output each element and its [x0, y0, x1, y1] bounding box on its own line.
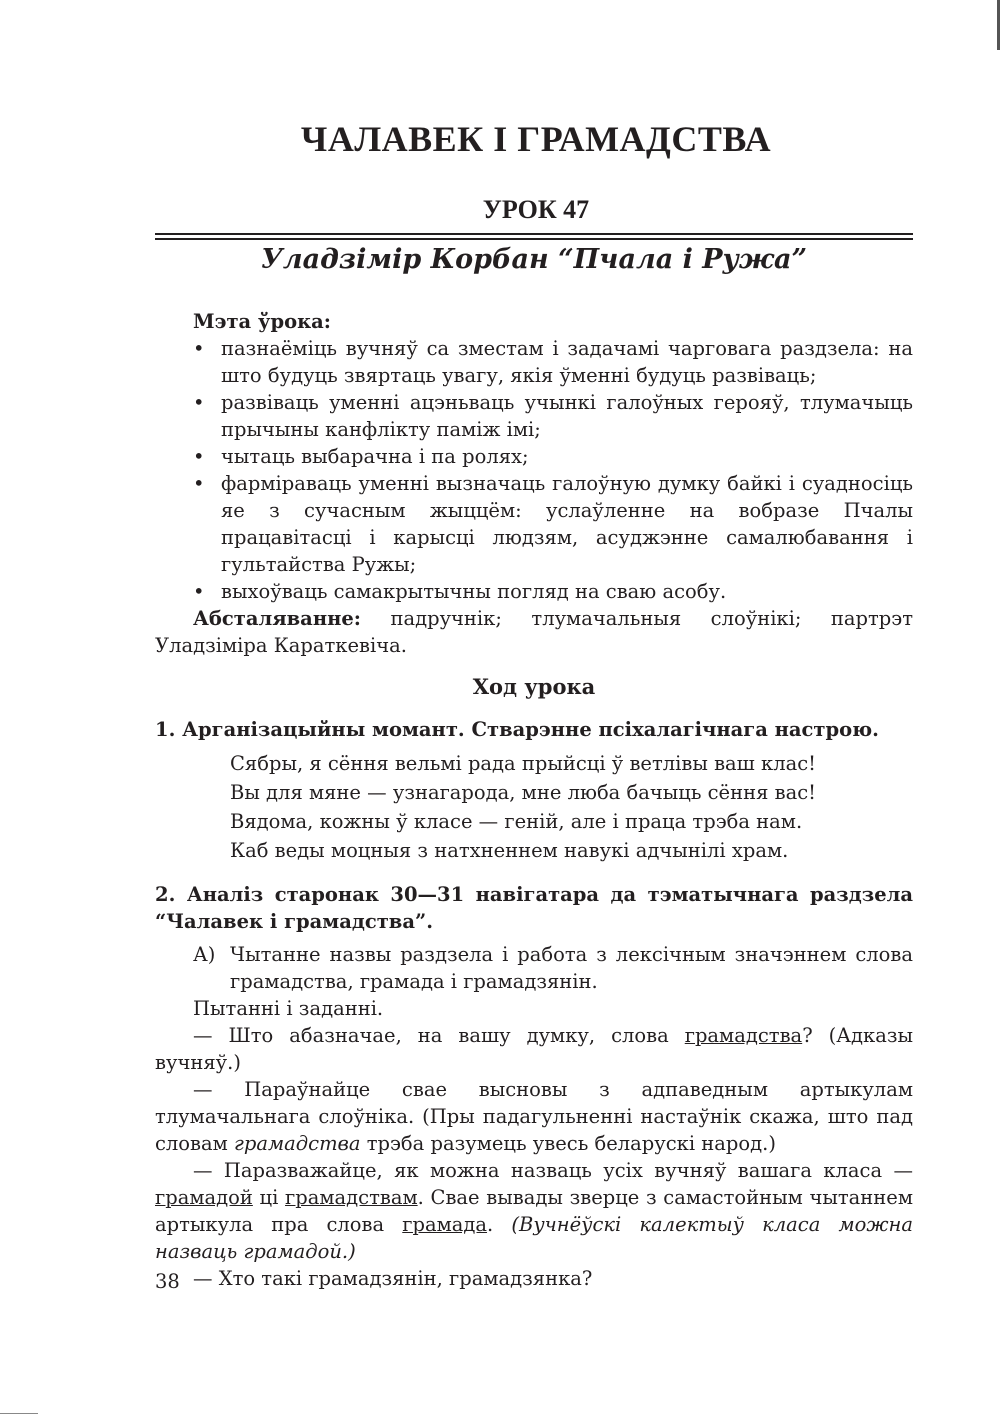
- goal-item: • пазнаёміць вучняў са зместам і задачамі чарговага раздзела: на што будуць звяртаць увагу, якія ўменні будуць развіваць;: [193, 337, 913, 387]
- underlined-term: грамадой: [155, 1186, 253, 1209]
- verse-line: Сябры, я сёння вельмі рада прыйсці ў ветлівы ваш клас!: [230, 752, 816, 775]
- item-a-text: Чытанне назвы раздзела і работа з лексічным значэннем слова грамадства, грамада і грамадзянін.: [230, 943, 913, 993]
- question-4: — Хто такі грамадзянін, грамадзянка?: [193, 1267, 593, 1290]
- bullet-icon: •: [193, 391, 205, 414]
- goal-item: • развіваць уменні ацэньваць учынкі галоўных герояў, тлумачыць прычыны канфлікту паміж імі;: [193, 391, 913, 441]
- italic-term: грамадства: [234, 1132, 361, 1155]
- bullet-icon: •: [193, 337, 205, 360]
- bullet-icon: •: [193, 472, 205, 495]
- underlined-term: грамадства: [684, 1024, 803, 1047]
- question-1: — Што абазначае, на вашу думку, слова грамадства? (Адказы вучняў.): [155, 1024, 913, 1074]
- item-a-marker: А): [193, 943, 216, 966]
- tasks-heading: Пытанні і заданні.: [193, 997, 384, 1020]
- question-3: — Паразважайце, як можна назваць усіх вучняў вашага класа — грамадой ці грамадствам. Свае вывады зверце з самастойным чытаннем артыкула пра слова грамада. (Вучнёўскі калектыў класа можна назваць грамадой.): [155, 1159, 913, 1263]
- question-2: — Параўнайце свае высновы з адпаведным артыкулам тлумачальнага слоўніка. (Пры падагульненні настаўнік скажа, што пад словам грамадства трэба разумець увесь беларускі народ.): [155, 1078, 913, 1155]
- title-rule-top: [155, 233, 913, 235]
- course-heading: Ход урока: [472, 674, 596, 699]
- verse-line: Вы для мяне — узнагарода, мне люба бачыць сёння вас!: [230, 781, 816, 804]
- section-1-heading: 1. Арганізацыйны момант. Стварэнне псіхалагічнага настрою.: [155, 718, 879, 741]
- section-2-heading: 2. Аналіз старонак 30—31 навігатара да тэматычнага раздзела “Чалавек і грамадства”.: [155, 883, 913, 933]
- page-body: [155, 308, 913, 1292]
- title-rule-bottom: [155, 238, 913, 240]
- goal-item: • фарміраваць уменні вызначаць галоўную думку байкі і суадносіць яе з сучасным жыццём: услаўленне на вобразе Пчалы працавітасці і карысці людзям, асуджэнне самалюбавання і гультайства Ружы;: [193, 472, 913, 576]
- equipment-paragraph: [155, 605, 913, 659]
- bullet-icon: •: [193, 445, 205, 468]
- lesson-number: УРОК 47: [482, 195, 590, 224]
- underlined-term: грамада: [402, 1213, 488, 1236]
- item-a: [155, 941, 913, 995]
- italic-answer: (Вучнёўскі калектыў класа можна назваць грамадой.): [155, 1213, 913, 1263]
- underlined-term: грамадствам: [285, 1186, 418, 1209]
- verse-line: Вядома, кожны ў класе — геній, але і праца трэба нам.: [230, 810, 803, 833]
- bullet-icon: •: [193, 580, 205, 603]
- goals-list: [155, 335, 913, 605]
- equipment-label: Абсталяванне:: [193, 607, 361, 630]
- goals-heading: Мэта ўрока:: [193, 310, 332, 333]
- equipment-text: падручнік; тлумачальныя слоўнікі; партрэт Уладзіміра Караткевіча.: [155, 607, 913, 657]
- goal-item: • выхоўваць самакрытычны погляд на сваю асобу.: [193, 580, 727, 603]
- lesson-title: Уладзімір Корбан “Пчала і Ружа”: [260, 244, 808, 275]
- goal-item: • чытаць выбарачна і па ролях;: [193, 445, 529, 468]
- verse-line: Каб веды моцныя з натхненнем навукі адчынілі храм.: [230, 839, 789, 862]
- page-number: 38: [155, 1270, 180, 1293]
- chapter-title: ЧАЛАВЕК І ГРАМАДСТВА: [300, 119, 772, 159]
